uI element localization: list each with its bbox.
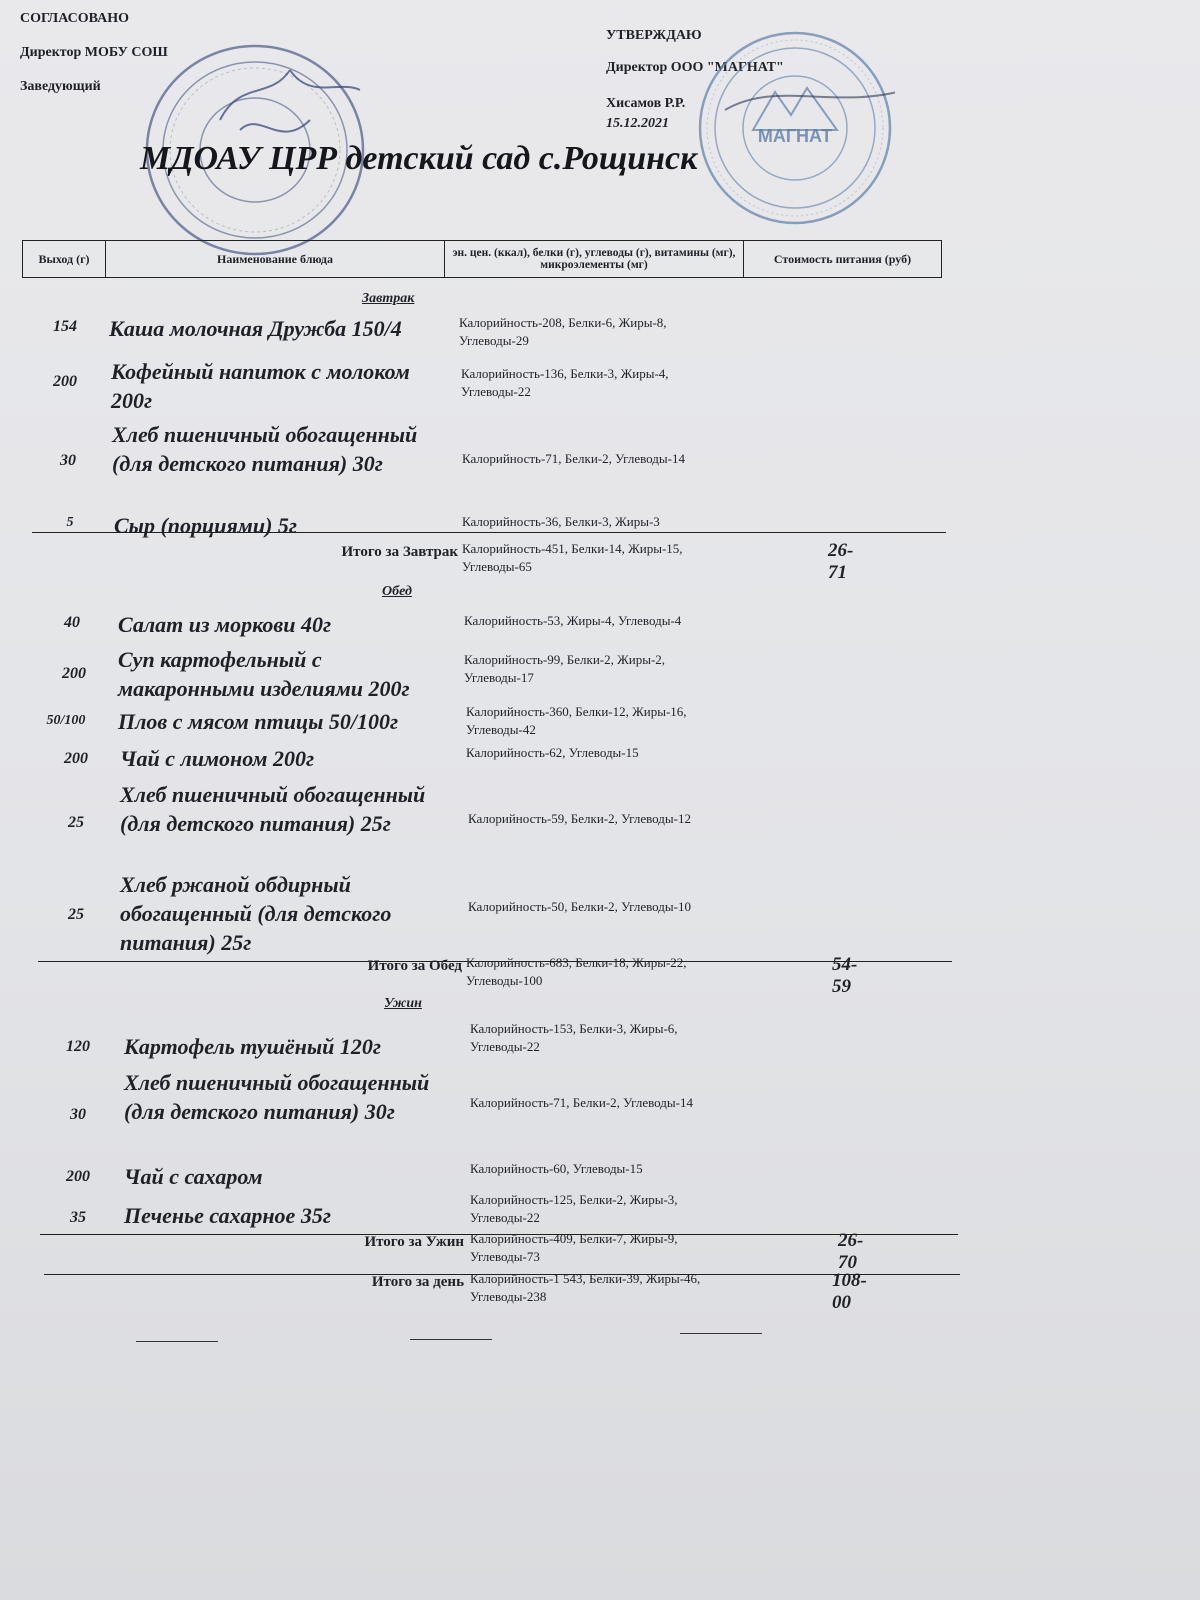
item-weight: 154 xyxy=(53,318,77,335)
section-title-dinner: Ужин xyxy=(384,996,422,1011)
item-nutrition: Калорийность-136, Белки-3, Жиры-4, Углеводы-22 xyxy=(461,366,669,399)
item-nutrition: Калорийность-53, Жиры-4, Углеводы-4 xyxy=(464,613,682,628)
header-output: Выход (г) xyxy=(23,241,106,278)
item-name: Сыр (порциями) 5г xyxy=(114,513,298,538)
item-weight: 25 xyxy=(68,814,84,831)
section-title-breakfast: Завтрак xyxy=(362,291,415,306)
total-label: Итого за Ужин xyxy=(364,1234,464,1250)
item-name: Печенье сахарное 35г xyxy=(124,1203,331,1228)
total-label: Итого за Завтрак xyxy=(341,544,458,560)
item-weight: 200 xyxy=(64,750,88,767)
page-title: МДОАУ ЦРР детский сад с.Рощинск xyxy=(140,140,698,177)
divider-line xyxy=(32,532,946,533)
signature-line xyxy=(410,1339,492,1340)
item-nutrition: Калорийность-60, Углеводы-15 xyxy=(470,1161,643,1176)
item-nutrition: Калорийность-50, Белки-2, Углеводы-10 xyxy=(468,899,691,914)
item-name: Хлеб пшеничный обогащенный (для детского питания) 30г xyxy=(112,422,418,476)
item-weight: 40 xyxy=(64,614,80,631)
total-nutrition: Калорийность-683, Белки-18, Жиры-22, Углеводы-100 xyxy=(466,955,687,988)
total-cost: 26-70 xyxy=(838,1230,864,1273)
item-nutrition: Калорийность-59, Белки-2, Углеводы-12 xyxy=(468,811,691,826)
item-nutrition: Калорийность-153, Белки-3, Жиры-6, Углеводы-22 xyxy=(470,1021,678,1054)
item-name: Суп картофельный с макаронными изделиями 200г xyxy=(118,647,410,701)
item-weight: 35 xyxy=(70,1209,86,1226)
item-name: Чай с лимоном 200г xyxy=(120,746,315,771)
item-nutrition: Калорийность-360, Белки-12, Жиры-16, Углеводы-42 xyxy=(466,704,687,737)
item-weight: 5 xyxy=(66,515,74,530)
approval-right-position: Директор ООО "МАГНАТ" xyxy=(606,60,784,75)
day-total-label: Итого за день xyxy=(371,1274,464,1290)
approval-left-heading: СОГЛАСОВАНО xyxy=(20,11,129,26)
signature-line xyxy=(136,1341,218,1342)
item-weight: 30 xyxy=(70,1106,86,1123)
item-name: Хлеб пшеничный обогащенный (для детского питания) 30г xyxy=(124,1070,430,1124)
item-name: Каша молочная Дружба 150/4 xyxy=(109,316,402,341)
total-cost: 26-71 xyxy=(828,540,854,583)
total-nutrition: Калорийность-409, Белки-7, Жиры-9, Углеводы-73 xyxy=(470,1231,678,1264)
section-title-lunch: Обед xyxy=(382,584,412,599)
item-nutrition: Калорийность-71, Белки-2, Углеводы-14 xyxy=(470,1095,693,1110)
item-name: Хлеб ржаной обдирный обогащенный (для детского питания) 25г xyxy=(120,872,392,955)
item-name: Кофейный напиток с молоком 200г xyxy=(111,359,410,413)
item-nutrition: Калорийность-125, Белки-2, Жиры-3, Углеводы-22 xyxy=(470,1192,678,1225)
item-weight: 25 xyxy=(68,906,84,923)
item-weight: 120 xyxy=(66,1038,90,1055)
item-name: Салат из моркови 40г xyxy=(118,612,332,637)
header-dish-name: Наименование блюда xyxy=(106,241,445,278)
item-nutrition: Калорийность-36, Белки-3, Жиры-3 xyxy=(462,514,660,529)
seal-brand-text: МАГНАТ xyxy=(757,126,833,146)
total-nutrition: Калорийность-451, Белки-14, Жиры-15, Углеводы-65 xyxy=(462,541,683,574)
approval-date: 15.12.2021 xyxy=(606,116,669,131)
item-name: Плов с мясом птицы 50/100г xyxy=(118,709,399,734)
signature-line xyxy=(680,1333,762,1334)
approval-right-name: Хисамов Р.Р. xyxy=(606,96,686,111)
item-name: Картофель тушёный 120г xyxy=(124,1034,382,1059)
approval-left-head: Заведующий xyxy=(20,79,101,94)
item-nutrition: Калорийность-62, Углеводы-15 xyxy=(466,745,639,760)
day-total-cost: 108-00 xyxy=(832,1270,867,1313)
approval-right-heading: УТВЕРЖДАЮ xyxy=(606,28,702,43)
total-cost: 54-59 xyxy=(832,954,858,997)
header-cost: Стоимость питания (руб) xyxy=(744,241,942,278)
item-weight: 30 xyxy=(60,452,76,469)
item-nutrition: Калорийность-208, Белки-6, Жиры-8, Углеводы-29 xyxy=(459,315,667,348)
approval-left-position: Директор МОБУ СОШ xyxy=(20,45,168,60)
item-nutrition: Калорийность-99, Белки-2, Жиры-2, Углеводы-17 xyxy=(464,652,666,685)
total-label: Итого за Обед xyxy=(367,958,462,974)
item-name: Хлеб пшеничный обогащенный (для детского питания) 25г xyxy=(120,782,426,836)
item-weight: 200 xyxy=(66,1168,90,1185)
item-weight: 200 xyxy=(62,665,86,682)
item-weight: 200 xyxy=(53,373,77,390)
item-name: Чай с сахаром xyxy=(124,1164,263,1189)
item-weight: 50/100 xyxy=(46,713,86,728)
header-nutrition: эн. цен. (ккал), белки (г), углеводы (г), витамины (мг), микроэлементы (мг) xyxy=(445,241,744,278)
item-nutrition: Калорийность-71, Белки-2, Углеводы-14 xyxy=(462,451,685,466)
day-total-nutrition: Калорийность-1 543, Белки-39, Жиры-46, Углеводы-238 xyxy=(470,1271,701,1304)
